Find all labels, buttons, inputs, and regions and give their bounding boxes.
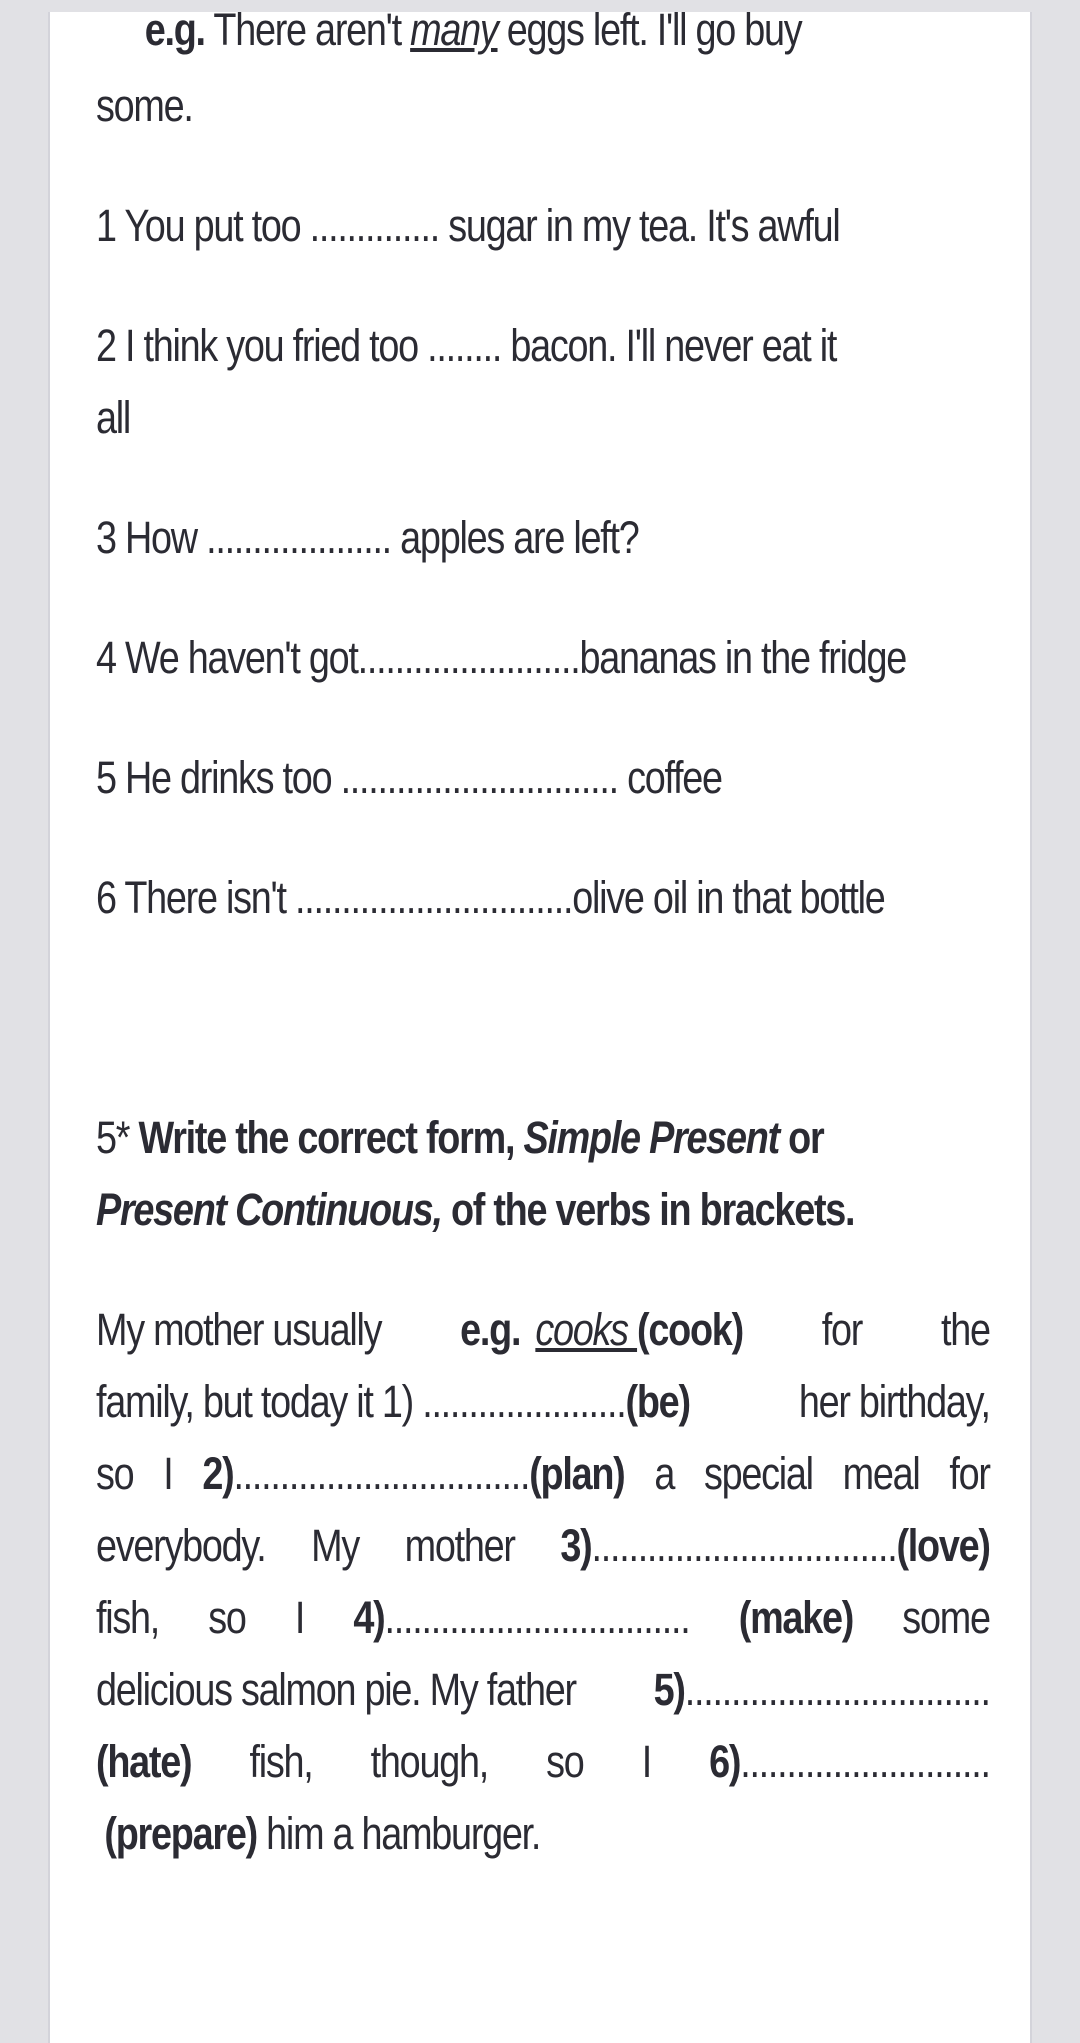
exercise-item-1: 1 You put too .............. sugar in my tea. It's awful [96, 200, 840, 251]
example-text-before: There aren't [204, 4, 411, 55]
para-blank-number: 3) [560, 1520, 592, 1571]
exercise-5-title-italic1: Simple Present [523, 1112, 779, 1163]
para-text: delicious salmon pie. My father [96, 1664, 576, 1715]
paragraph-line-7 [96, 1736, 990, 1788]
para-text: I [294, 1592, 305, 1643]
example-answer: many [410, 4, 498, 55]
exercise-5-heading-line2 [96, 1184, 854, 1236]
para-blank: ................................. [591, 1520, 897, 1571]
para-text: family, but today it 1) ...................... [96, 1376, 626, 1427]
para-text: I [641, 1736, 651, 1787]
para-text: My [311, 1520, 360, 1571]
paragraph-line-5 [96, 1592, 990, 1644]
para-blank-number: 5) [653, 1664, 685, 1715]
para-blank: ................................. [384, 1592, 690, 1643]
exercise-item-3: 3 How .................... apples are left? [96, 512, 639, 563]
para-text: I [163, 1448, 173, 1499]
para-blank: ................................ [233, 1448, 530, 1499]
paragraph-line-6 [96, 1664, 990, 1716]
para-text: the [940, 1304, 990, 1355]
paragraph-line-3 [96, 1448, 990, 1500]
example-prefix: e.g. [144, 4, 205, 55]
para-text: so [208, 1592, 246, 1643]
para-text: mother [404, 1520, 515, 1571]
para-blank: ................................. [684, 1664, 990, 1715]
para-verb-plan: (plan) [529, 1448, 625, 1499]
para-text: My mother usually [96, 1304, 382, 1355]
para-text: for [821, 1304, 863, 1355]
para-blank: ........................... [740, 1736, 990, 1787]
para-verb-hate: (hate) [96, 1736, 192, 1787]
para-example-group [460, 1304, 743, 1356]
para-example-verb: (cook) [637, 1304, 743, 1355]
para-text: fish, [96, 1592, 160, 1643]
para-blank-number: 4) [353, 1592, 385, 1643]
exercise-item-2: 2 I think you fried too ........ bacon. I'll never eat it [96, 320, 837, 371]
para-text: fish, [249, 1736, 313, 1787]
para-blank-number: 6) [709, 1736, 741, 1787]
para-verb-make: (make) [738, 1592, 854, 1643]
para-verb-be: (be) [625, 1376, 690, 1427]
para-text: her birthday, [798, 1376, 990, 1427]
para-blank-number: 2) [202, 1448, 234, 1499]
exercise-5-title-part3: of the verbs in brackets. [450, 1184, 855, 1235]
para-text: though, [370, 1736, 488, 1787]
para-text: special [703, 1448, 813, 1499]
paragraph-line-2 [96, 1376, 990, 1428]
exercise-item-6: 6 There isn't ..............................olive oil in that bottle [96, 872, 885, 923]
paragraph-line-4 [96, 1520, 990, 1572]
exercise-5-title-italic2: Present Continuous, [96, 1184, 442, 1235]
para-example-prefix: e.g. [460, 1304, 521, 1355]
exercise-5-title-part1: Write the correct form, [138, 1112, 515, 1163]
paragraph-line-1 [96, 1304, 990, 1356]
para-text: so [96, 1448, 134, 1499]
para-text: a [654, 1448, 675, 1499]
para-text: so [546, 1736, 584, 1787]
paragraph-line-8 [104, 1808, 540, 1860]
exercise-5-number: 5* [96, 1112, 130, 1163]
exercise-5-title-part2: or [788, 1112, 824, 1163]
para-verb-love: (love) [896, 1520, 990, 1571]
para-text: some [902, 1592, 990, 1643]
exercise-item-2-continuation: all [96, 392, 131, 443]
para-verb-prepare: (prepare) [104, 1808, 257, 1859]
para-example-answer: cooks [535, 1304, 638, 1355]
worksheet-page [48, 4, 1032, 2043]
example-continuation: some. [96, 80, 193, 131]
example-line [145, 4, 802, 56]
para-text: for [949, 1448, 990, 1499]
para-text: everybody. [96, 1520, 266, 1571]
exercise-item-5: 5 He drinks too .............................. coffee [96, 752, 722, 803]
exercise-5-heading-line1 [96, 1112, 823, 1164]
example-text-after: eggs left. I'll go buy [497, 4, 802, 55]
para-text: him a hamburger. [266, 1808, 541, 1859]
exercise-item-4: 4 We haven't got........................bananas in the fridge [96, 632, 907, 683]
para-text: meal [842, 1448, 920, 1499]
